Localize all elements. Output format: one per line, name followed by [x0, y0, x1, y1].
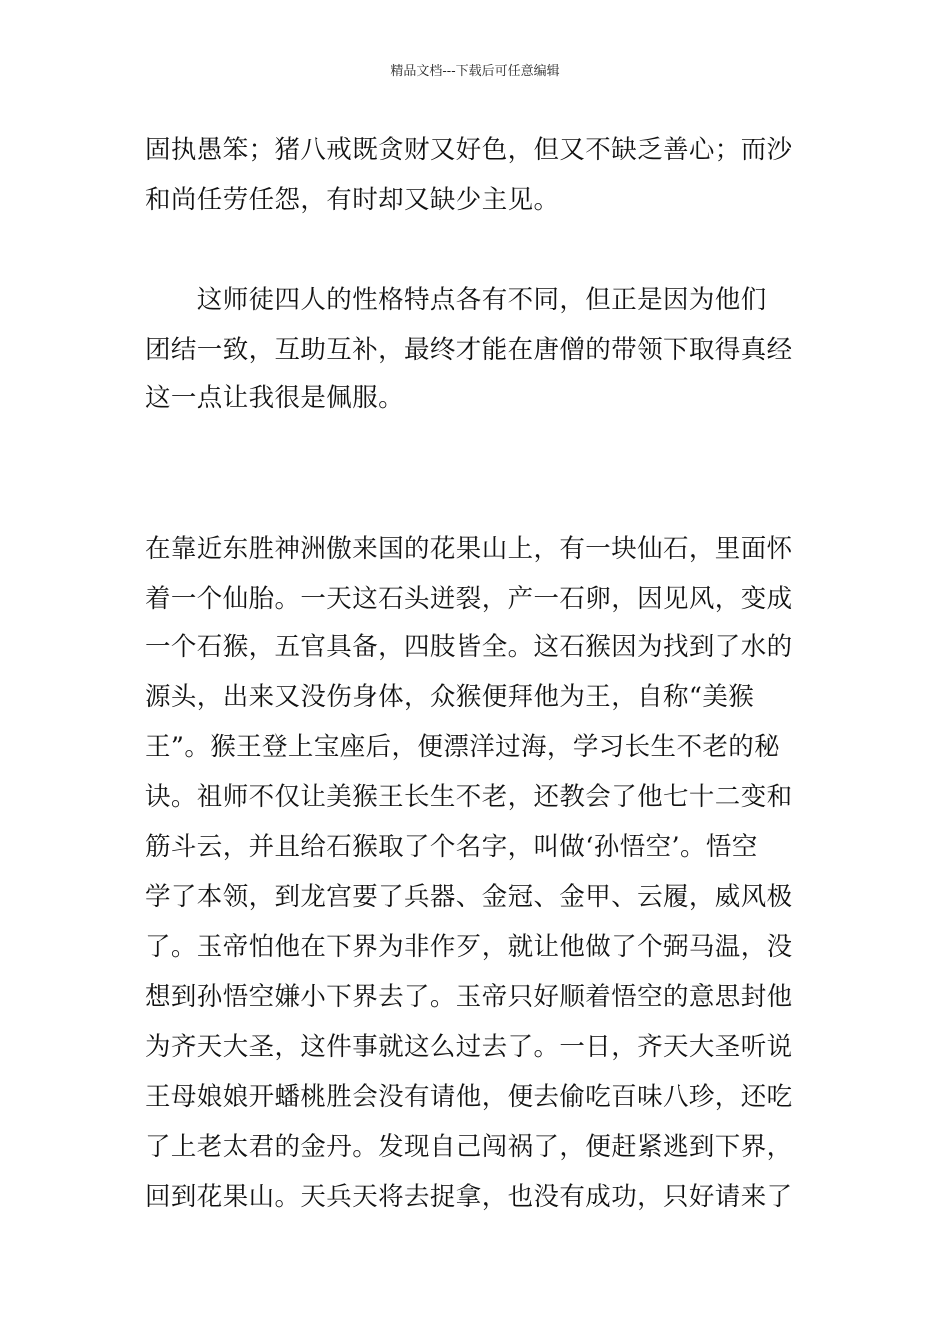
- text-line: 一个石猴，五官具备，四肢皆全。这石猴因为找到了水的: [145, 632, 793, 662]
- text-line: 王”。猴王登上宝座后，便漂洋过海，学习长生不老的秘: [145, 732, 781, 762]
- text-line: 诀。祖师不仅让美猴王长生不老，还教会了他七十二变和: [145, 782, 793, 812]
- text-line: 学了本领，到龙宫要了兵器、金冠、金甲、云履，威风极: [145, 882, 793, 912]
- text-line: 了。玉帝怕他在下界为非作歹，就让他做了个弼马温，没: [145, 932, 793, 962]
- text-line: 着一个仙胎。一天这石头迸裂，产一石卵，因见风，变成: [145, 584, 793, 614]
- text-line: 筋斗云，并且给石猴取了个名字，叫做‘孙悟空’。悟空: [145, 832, 758, 862]
- text-line: 源头，出来又没伤身体，众猴便拜他为王，自称“美猴: [145, 682, 755, 712]
- text-line: 想到孙悟空嫌小下界去了。玉帝只好顺着悟空的意思封他: [145, 982, 793, 1012]
- text-line: 和尚任劳任怨，有时却又缺少主见。: [145, 185, 560, 215]
- text-line: 团结一致，互助互补，最终才能在唐僧的带领下取得真经: [145, 335, 793, 365]
- text-line: 为齐天大圣，这件事就这么过去了。一日，齐天大圣听说: [145, 1032, 793, 1062]
- text-line: 固执愚笨；猪八戒既贪财又好色，但又不缺乏善心；而沙: [145, 135, 793, 165]
- text-line: 王母娘娘开蟠桃胜会没有请他，便去偷吃百味八珍，还吃: [145, 1082, 793, 1112]
- text-line: 在靠近东胜神洲傲来国的花果山上，有一块仙石，里面怀: [145, 534, 793, 564]
- text-line: 回到花果山。天兵天将去捉拿，也没有成功，只好请来了: [145, 1182, 793, 1212]
- page-header: 精品文档---下载后可任意编辑: [390, 64, 560, 79]
- text-line: 这一点让我很是佩服。: [145, 383, 405, 413]
- text-line: 了上老太君的金丹。发现自己闯祸了，便赶紧逃到下界，: [145, 1132, 793, 1162]
- text-line: 这师徒四人的性格特点各有不同，但正是因为他们: [145, 285, 767, 315]
